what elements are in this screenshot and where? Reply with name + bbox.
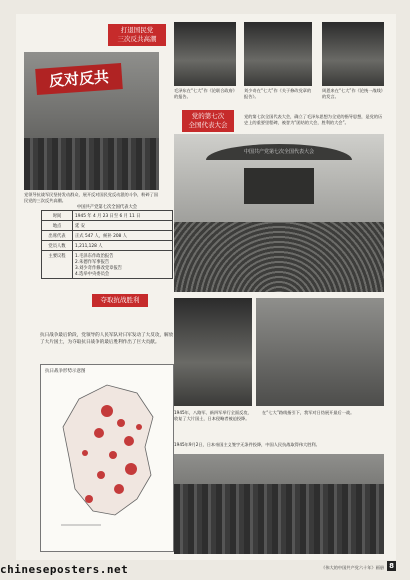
- table-value: 1,211,128 人: [73, 241, 173, 251]
- portrait-zhou: [322, 22, 384, 86]
- poster-page: [16, 14, 396, 560]
- section-title-anti-communist: 打退国民党 三次反共高潮: [108, 24, 166, 46]
- railway-soldiers-photo: [256, 298, 384, 406]
- portrait-mao-speaking: [174, 22, 236, 86]
- table-row: [42, 221, 173, 231]
- hall-banner: 中国共产党第七次全国代表大会: [206, 144, 352, 160]
- stage: [244, 168, 314, 204]
- table-row: [42, 241, 173, 251]
- portrait-liu: [244, 22, 312, 86]
- table-value: 1945 年 4 月 23 日至 6 月 11 日: [73, 211, 173, 221]
- war-situation-map: [40, 364, 174, 552]
- congress-table-title: 中国共产党第七次全国代表大会: [76, 205, 138, 210]
- section-title-victory: 夺取抗战胜利: [92, 294, 148, 307]
- portrait-caption: 刘少奇在“七大”作《关于修改党章的报告》。: [244, 88, 312, 99]
- cheering-soldiers-photo: [174, 454, 384, 554]
- congress-hall-photo: [174, 134, 384, 292]
- smoke-battle-photo: [174, 298, 252, 406]
- table-key: 出席代表: [42, 231, 73, 241]
- table-row: [42, 211, 173, 221]
- table-value: 延 安: [73, 221, 173, 231]
- table-key: 地点: [42, 221, 73, 231]
- battle-caption: 1945年，八路军、新四军举行全面反攻，收复了大片国土，日本侵略者被迫投降。: [174, 410, 252, 421]
- table-row: [42, 231, 173, 241]
- crowd-figures: [24, 138, 159, 190]
- table-key: 主要议程: [42, 251, 73, 279]
- audience: [174, 222, 384, 292]
- congress-caption: 党的第七次全国代表大会，确立了毛泽东思想为全党的指导思想，是党的历史上的重要里程碑，被誉为“团结的大会，胜利的大会”。: [244, 114, 383, 125]
- map-title: 抗日战争形势示意图: [45, 369, 86, 374]
- portrait-caption: 周恩来在“七大”作《论统一战线》的发言。: [322, 88, 383, 99]
- table-key: 党员人数: [42, 241, 73, 251]
- portrait-caption: 毛泽东在“七大”作《论联合政府》的报告。: [174, 88, 235, 99]
- protest-caption: 党领导抗战军民坚持发动群众，展开反对国民党反动派的斗争，粉碎了国民党的三次反共高潮。: [24, 192, 159, 203]
- table-value: 1.毛泽东作政治报告 2.朱德作军事报告 3.刘少奇作修改党章报告 4.选举中央委员会: [73, 251, 173, 279]
- railway-caption: 在“七大”路线指引下，我军对日伪展开最后一战。: [262, 410, 355, 415]
- book-note: 《伟大的中国共产党六十年》画册: [321, 565, 384, 570]
- page-number: 8: [387, 561, 396, 571]
- table-value: 正式 547 人，候补 208 人: [73, 231, 173, 241]
- protest-photo: [24, 52, 159, 190]
- soldier-figures: [174, 484, 384, 554]
- protest-banner: 反对反共: [35, 63, 123, 95]
- table-row: [42, 251, 173, 279]
- site-watermark: chineseposters.net: [0, 563, 129, 576]
- table-key: 时间: [42, 211, 73, 221]
- map-graphic: [41, 365, 173, 551]
- victory-text: 抗日战争最后阶段，党领导的人民军队对日军发动了大反攻，解放了大片国土，为夺取抗日战争的最后胜利作出了巨大贡献。: [40, 333, 174, 345]
- section-title-seventh-congress: 党的第七次 全国代表大会: [182, 110, 234, 132]
- congress-table: [41, 210, 173, 279]
- surrender-caption: 1945年9月2日，日本帝国主义签字无条件投降，中国人民抗战取得伟大胜利。: [174, 442, 320, 447]
